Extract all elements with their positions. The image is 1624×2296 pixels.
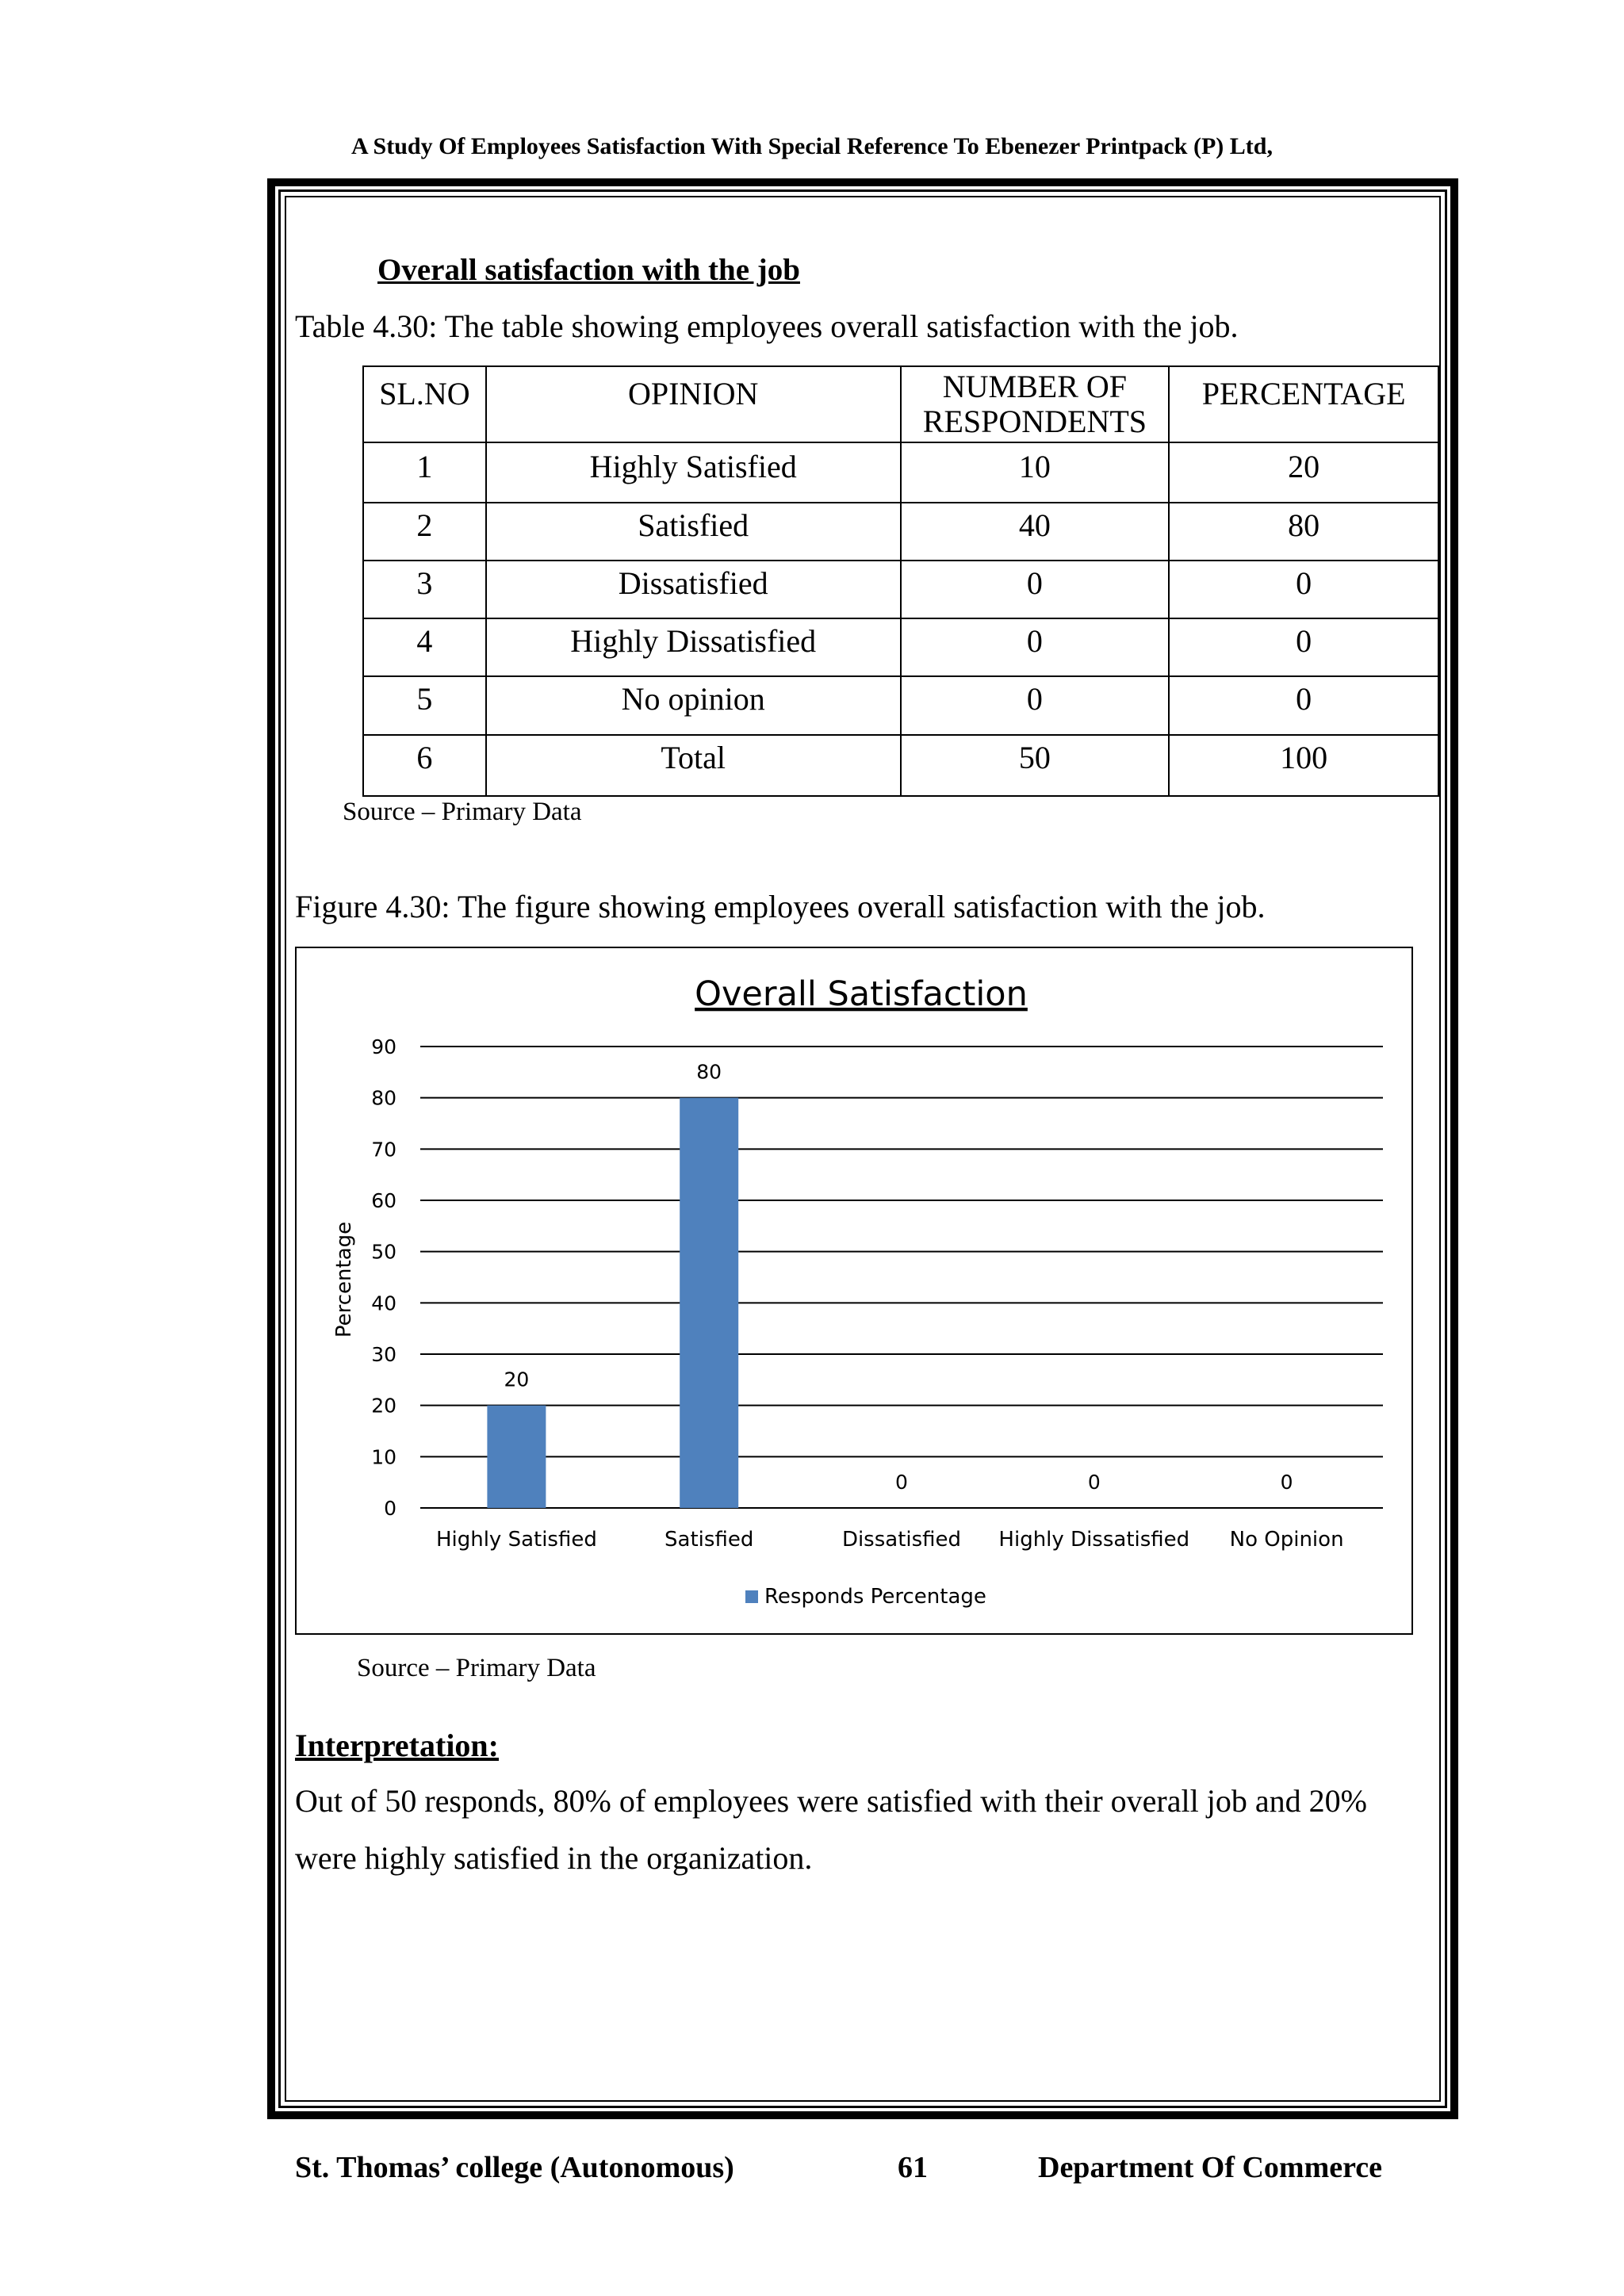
x-tick-label: Satisfied	[665, 1528, 754, 1552]
section-title: Overall satisfaction with the job	[377, 253, 800, 287]
chart-frame	[295, 947, 1413, 1635]
bar	[487, 1406, 546, 1508]
cell-sl: 2	[363, 503, 486, 561]
cell-respondents: 40	[901, 503, 1170, 561]
y-tick-label: 50	[371, 1240, 396, 1264]
cell-opinion: Highly Dissatisfied	[486, 618, 901, 676]
cell-sl: 1	[363, 442, 486, 503]
cell-percentage: 0	[1169, 618, 1438, 676]
cell-opinion: Highly Satisfied	[486, 442, 901, 503]
header-percentage: PERCENTAGE	[1169, 366, 1438, 442]
y-tick-label: 20	[371, 1394, 396, 1418]
cell-percentage: 100	[1169, 735, 1438, 796]
figure-source: Source – Primary Data	[357, 1654, 596, 1682]
data-labels	[504, 1061, 1293, 1494]
header-opinion: OPINION	[486, 366, 901, 442]
table-row	[363, 735, 1438, 796]
cell-respondents: 50	[901, 735, 1170, 796]
cell-opinion: Dissatisfied	[486, 561, 901, 618]
data-label: 0	[895, 1471, 908, 1494]
data-label: 20	[504, 1368, 530, 1391]
x-tick-label: Dissatisfied	[841, 1528, 962, 1552]
x-tick-label: Highly Dissatisfied	[998, 1528, 1190, 1552]
header-number-of-respondents	[901, 366, 1170, 442]
legend-swatch	[745, 1590, 758, 1603]
table-row	[363, 618, 1438, 676]
table-row	[363, 442, 1438, 503]
footer-department: Department Of Commerce	[1038, 2151, 1383, 2184]
x-tick-label: Highly Satisfied	[435, 1528, 597, 1552]
cell-respondents: 10	[901, 442, 1170, 503]
header-sl-no: SL.NO	[363, 366, 486, 442]
footer-college: St. Thomas’ college (Autonomous)	[295, 2151, 734, 2184]
table-source: Source – Primary Data	[343, 798, 582, 826]
y-tick-label: 0	[384, 1497, 396, 1520]
bar-chart	[297, 948, 1411, 1633]
cell-sl: 3	[363, 561, 486, 618]
cell-percentage: 80	[1169, 503, 1438, 561]
bar	[680, 1098, 738, 1508]
y-tick-label: 60	[371, 1189, 396, 1212]
y-tick-label: 30	[371, 1343, 396, 1366]
cell-percentage: 20	[1169, 442, 1438, 503]
y-tick-label: 10	[371, 1445, 396, 1469]
table-row	[363, 676, 1438, 735]
table-row	[363, 503, 1438, 561]
footer-page-number: 61	[898, 2151, 928, 2184]
cell-respondents: 0	[901, 561, 1170, 618]
cell-opinion: Total	[486, 735, 901, 796]
chart-title: Overall Satisfaction	[695, 974, 1028, 1014]
satisfaction-table	[362, 365, 1439, 797]
cell-sl: 4	[363, 618, 486, 676]
y-tick-label: 70	[371, 1138, 396, 1161]
header-number-line2: RESPONDENTS	[922, 404, 1147, 439]
cell-respondents: 0	[901, 676, 1170, 735]
legend	[745, 1585, 986, 1609]
x-tick-label: No Opinion	[1229, 1528, 1344, 1552]
figure-caption: Figure 4.30: The figure showing employees overall satisfaction with the job.	[295, 889, 1266, 924]
data-label: 0	[1087, 1471, 1101, 1494]
header-number-line1: NUMBER OF	[942, 369, 1128, 404]
x-axis-ticks	[436, 1528, 1344, 1552]
table-header-row	[363, 366, 1438, 442]
cell-sl: 5	[363, 676, 486, 735]
y-axis-label: Percentage	[332, 1221, 356, 1338]
gridlines	[420, 1047, 1383, 1508]
cell-opinion: No opinion	[486, 676, 901, 735]
data-label: 0	[1280, 1471, 1293, 1494]
table-row	[363, 561, 1438, 618]
interpretation-title: Interpretation:	[295, 1728, 499, 1763]
cell-percentage: 0	[1169, 561, 1438, 618]
running-header: A Study Of Employees Satisfaction With Special Reference To Ebenezer Printpack (P) Ltd,	[351, 133, 1273, 159]
cell-opinion: Satisfied	[486, 503, 901, 561]
interpretation-text: Out of 50 responds, 80% of employees were satisfied with their overall job and 20% were highly satisfied in the organization.	[295, 1783, 1367, 1876]
y-tick-label: 90	[371, 1035, 396, 1058]
y-axis-ticks	[371, 1035, 396, 1520]
legend-label: Responds Percentage	[764, 1585, 986, 1609]
y-tick-label: 40	[371, 1292, 396, 1315]
y-tick-label: 80	[371, 1086, 396, 1110]
cell-percentage: 0	[1169, 676, 1438, 735]
data-label: 80	[696, 1060, 722, 1084]
cell-sl: 6	[363, 735, 486, 796]
table-caption: Table 4.30: The table showing employees overall satisfaction with the job.	[295, 308, 1239, 344]
cell-respondents: 0	[901, 618, 1170, 676]
